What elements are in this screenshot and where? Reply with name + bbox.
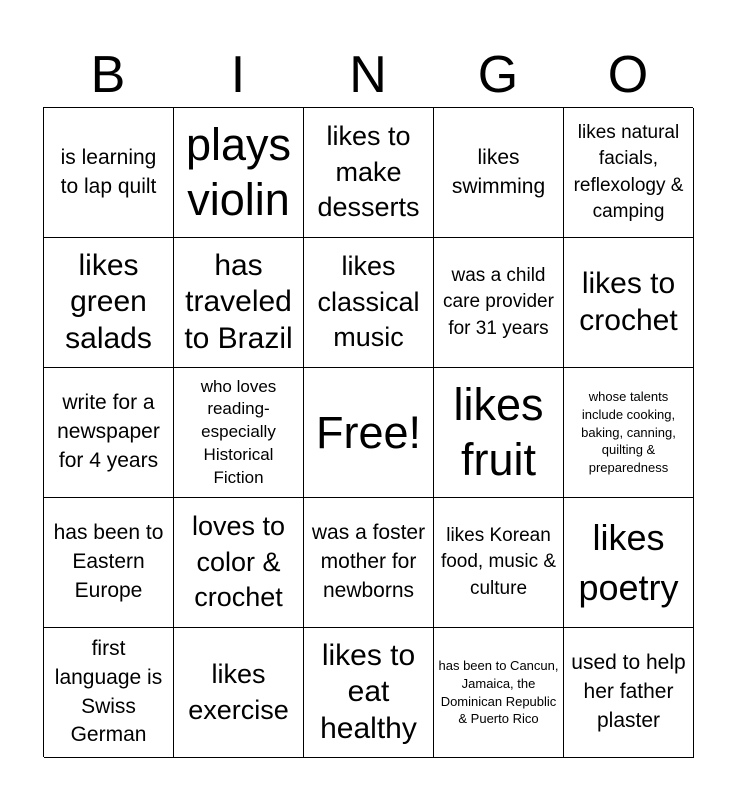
bingo-cell[interactable] [44, 238, 174, 368]
bingo-cell[interactable] [174, 368, 304, 498]
cell-text: loves to color & crochet [191, 510, 286, 613]
header-letter-i: I [230, 46, 246, 104]
cell-text: was a child care provider for 31 years [443, 265, 554, 339]
bingo-cell[interactable] [174, 498, 304, 628]
bingo-cell[interactable] [304, 108, 434, 238]
free-space-text: Free! [315, 406, 422, 458]
bingo-cell[interactable] [434, 498, 564, 628]
cell-text: likes swimming [451, 145, 546, 198]
bingo-cell[interactable] [564, 368, 694, 498]
cell-text: likes exercise [188, 658, 289, 725]
cell-text: likes green salads [65, 248, 152, 355]
header-letter-o: O [607, 46, 649, 104]
bingo-cell[interactable] [304, 498, 434, 628]
bingo-header [43, 44, 693, 106]
bingo-cell[interactable] [44, 628, 174, 758]
cell-text: likes to crochet [579, 266, 678, 337]
cell-text: was a foster mother for newborns [311, 521, 426, 602]
cell-text: likes Korean food, music & culture [440, 525, 557, 599]
bingo-cell[interactable] [434, 108, 564, 238]
bingo-cell[interactable] [174, 238, 304, 368]
bingo-cell[interactable] [304, 628, 434, 758]
bingo-cell[interactable] [174, 108, 304, 238]
cell-text: used to help her father plaster [571, 651, 686, 732]
bingo-cell[interactable] [44, 108, 174, 238]
cell-text: is learning to lap quilt [60, 145, 157, 198]
bingo-cell[interactable] [434, 368, 564, 498]
cell-text: likes fruit [453, 378, 544, 485]
bingo-cell[interactable] [564, 238, 694, 368]
bingo-cell[interactable] [174, 628, 304, 758]
bingo-cell[interactable] [44, 368, 174, 498]
cell-text: who loves reading- especially Historical Fiction [200, 376, 277, 487]
header-letter-n: N [349, 46, 387, 104]
cell-text: likes classical music [317, 250, 420, 353]
bingo-cell[interactable] [564, 628, 694, 758]
cell-text: write for a newspaper for 4 years [57, 391, 160, 472]
cell-text: first language is Swiss German [54, 636, 163, 747]
header-letter-b: B [90, 46, 126, 104]
cell-text: has been to Cancun, Jamaica, the Dominican Republic & Puerto Rico [438, 657, 559, 727]
cell-text: has been to Eastern Europe [53, 521, 164, 602]
bingo-cell[interactable] [434, 628, 564, 758]
free-space[interactable] [304, 368, 434, 498]
cell-text: likes to eat healthy [320, 638, 417, 745]
cell-text: whose talents include cooking, baking, canning, quilting & preparedness [581, 388, 676, 476]
bingo-cell[interactable] [564, 108, 694, 238]
header-letter-g: G [477, 46, 519, 104]
cell-text: has traveled to Brazil [184, 248, 293, 355]
cell-text: plays violin [185, 118, 292, 225]
bingo-cell[interactable] [44, 498, 174, 628]
cell-text: likes to make desserts [317, 120, 420, 223]
cell-text: likes natural facials, reflexology & camping [573, 122, 684, 222]
bingo-cell[interactable] [304, 238, 434, 368]
bingo-cell[interactable] [434, 238, 564, 368]
bingo-grid [43, 107, 693, 757]
cell-text: likes poetry [578, 516, 679, 608]
bingo-cell[interactable] [564, 498, 694, 628]
